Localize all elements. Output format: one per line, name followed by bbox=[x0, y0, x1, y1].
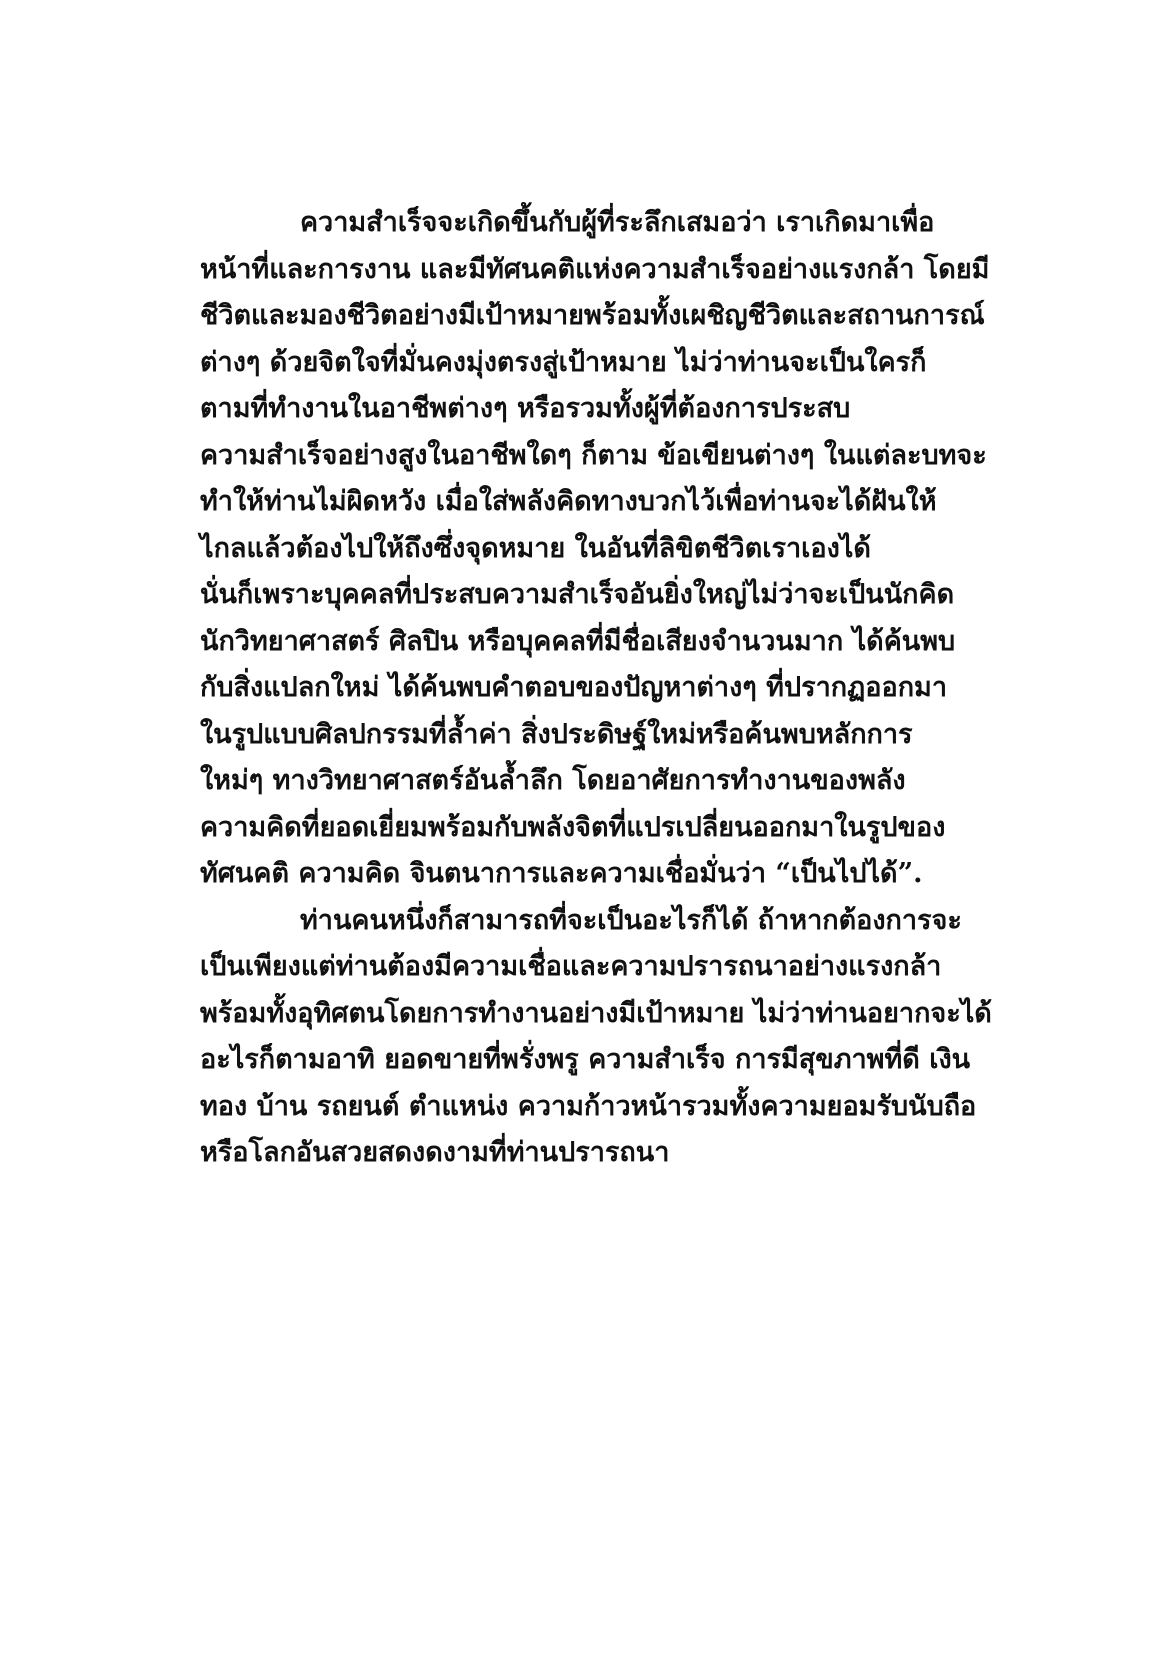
paragraph-1-line-9: นั่นก็เพราะบุคคลที่ประสบความสำเร็จอันยิ่งใหญ่ไม่ว่าจะเป็นนักคิด bbox=[200, 579, 955, 610]
paragraph-1-line-7: ทำให้ท่านไม่ผิดหวัง เมื่อใส่พลังคิดทางบวกไว้เพื่อท่านจะได้ฝันให้ bbox=[200, 486, 937, 517]
body-text bbox=[200, 200, 1000, 1177]
paragraph-1-line-11: กับสิ่งแปลกใหม่ ได้ค้นพบคำตอบของปัญหาต่างๆ ที่ปรากฏออกมา bbox=[200, 672, 947, 703]
paragraph-1-line-10: นักวิทยาศาสตร์ ศิลปิน หรือบุคคลที่มีชื่อเสียงจำนวนมาก ได้ค้นพบ bbox=[200, 625, 956, 657]
paragraph-1-line-5: ตามที่ทำงานในอาชีพต่างๆ หรือรวมทั้งผู้ที่ต้องการประสบ bbox=[200, 393, 851, 424]
paragraph-1-line-13: ใหม่ๆ ทางวิทยาศาสตร์อันล้ำลึก โดยอาศัยการทำงานของพลัง bbox=[200, 765, 906, 796]
paragraph-1-line-6: ความสำเร็จอย่างสูงในอาชีพใดๆ ก็ตาม ข้อเขียนต่างๆ ในแต่ละบทจะ bbox=[200, 439, 987, 471]
paragraph-2-line-4: อะไรก็ตามอาทิ ยอดขายที่พรั่งพรู ความสำเร็จ การมีสุขภาพที่ดี เงิน bbox=[200, 1044, 971, 1075]
paragraph-1-line-8: ไกลแล้วต้องไปให้ถึงซึ่งจุดหมาย ในอันที่ลิขิตชีวิตเราเองได้ bbox=[200, 532, 871, 564]
paragraph-1-line-3: ชีวิตและมองชีวิตอย่างมีเป้าหมายพร้อมทั้งเผชิญชีวิตและสถานการณ์ bbox=[200, 300, 985, 331]
paragraph-2-line-3: พร้อมทั้งอุทิศตนโดยการทำงานอย่างมีเป้าหมาย ไม่ว่าท่านอยากจะได้ bbox=[200, 997, 992, 1029]
paragraph-1-line-2: หน้าที่และการงาน และมีทัศนคติแห่งความสำเร็จอย่างแรงกล้า โดยมี bbox=[200, 253, 990, 285]
paragraph-2-line-2: เป็นเพียงแต่ท่านต้องมีความเชื่อและความปรารถนาอย่างแรงกล้า bbox=[200, 951, 942, 982]
paragraph-2-line-1: ท่านคนหนึ่งก็สามารถที่จะเป็นอะไรก็ได้ ถ้าหากต้องการจะ bbox=[300, 904, 962, 936]
paragraph-1-line-15: ทัศนคติ ความคิด จินตนาการและความเชื่อมั่นว่า “เป็นไปได้”. bbox=[200, 858, 923, 889]
paragraph-2-line-6: หรือโลกอันสวยสดงดงามที่ท่านปรารถนา bbox=[200, 1137, 670, 1168]
paragraph-1-line-12: ในรูปแบบศิลปกรรมที่ล้ำค่า สิ่งประดิษฐ์ใหม่หรือค้นพบหลักการ bbox=[200, 718, 913, 750]
paragraph-1-line-4: ต่างๆ ด้วยจิตใจที่มั่นคงมุ่งตรงสู่เป้าหมาย ไม่ว่าท่านจะเป็นใครก็ bbox=[200, 346, 927, 378]
paragraph-2-line-5: ทอง บ้าน รถยนต์ ตำแหน่ง ความก้าวหน้ารวมทั้งความยอมรับนับถือ bbox=[200, 1090, 977, 1122]
paragraph-1-line-1: ความสำเร็จจะเกิดขึ้นกับผู้ที่ระลึกเสมอว่า เราเกิดมาเพื่อ bbox=[300, 207, 935, 238]
paragraph-1-line-14: ความคิดที่ยอดเยี่ยมพร้อมกับพลังจิตที่แปรเปลี่ยนออกมาในรูปของ bbox=[200, 811, 946, 843]
